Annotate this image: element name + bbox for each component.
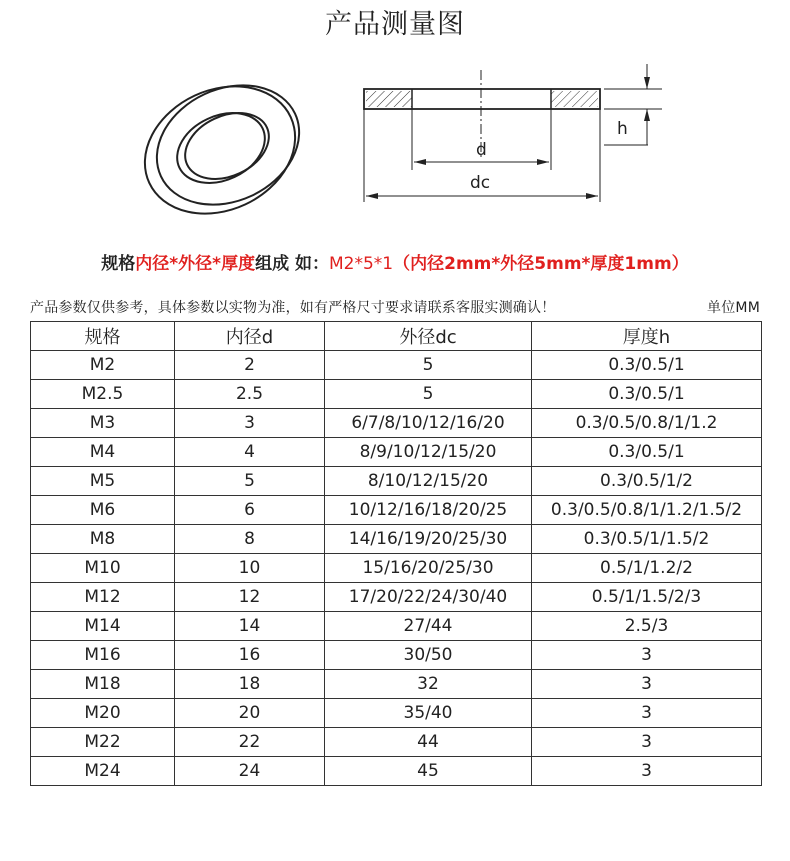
cell-spec: M22 (31, 728, 175, 757)
table-row (31, 612, 762, 641)
cell-inner-diameter: 24 (175, 757, 325, 786)
disclaimer-note (30, 297, 760, 317)
spec-table (30, 321, 762, 786)
cell-spec: M2.5 (31, 380, 175, 409)
spec-label-parts: 内径*外径*厚度 (135, 254, 256, 274)
cell-inner-diameter: 2 (175, 351, 325, 380)
cell-inner-diameter: 6 (175, 496, 325, 525)
table-row (31, 583, 762, 612)
cell-thickness: 0.3/0.5/1 (532, 380, 762, 409)
spec-format-line (0, 249, 790, 274)
cell-inner-diameter: 20 (175, 699, 325, 728)
cell-spec: M4 (31, 438, 175, 467)
cell-spec: M6 (31, 496, 175, 525)
cell-outer-diameter: 10/12/16/18/20/25 (325, 496, 532, 525)
cell-inner-diameter: 3 (175, 409, 325, 438)
header-inner-diameter: 内径d (175, 322, 325, 351)
unit-label: 单位MM (707, 300, 760, 316)
cell-spec: M14 (31, 612, 175, 641)
table-header-row (31, 322, 762, 351)
cell-thickness: 3 (532, 728, 762, 757)
header-thickness: 厚度h (532, 322, 762, 351)
cell-spec: M2 (31, 351, 175, 380)
cell-outer-diameter: 35/40 (325, 699, 532, 728)
cell-outer-diameter: 45 (325, 757, 532, 786)
cell-thickness: 3 (532, 699, 762, 728)
cell-thickness: 0.3/0.5/1 (532, 438, 762, 467)
header-outer-diameter: 外径dc (325, 322, 532, 351)
cell-thickness: 2.5/3 (532, 612, 762, 641)
cell-thickness: 0.3/0.5/1/2 (532, 467, 762, 496)
cell-spec: M3 (31, 409, 175, 438)
cell-outer-diameter: 27/44 (325, 612, 532, 641)
cell-inner-diameter: 18 (175, 670, 325, 699)
table-row (31, 525, 762, 554)
cell-outer-diameter: 17/20/22/24/30/40 (325, 583, 532, 612)
cell-spec: M20 (31, 699, 175, 728)
cell-thickness: 3 (532, 757, 762, 786)
table-row (31, 554, 762, 583)
cell-outer-diameter: 14/16/19/20/25/30 (325, 525, 532, 554)
cell-inner-diameter: 10 (175, 554, 325, 583)
cell-thickness: 0.3/0.5/1 (532, 351, 762, 380)
cell-spec: M10 (31, 554, 175, 583)
table-body (31, 351, 762, 786)
table-row (31, 380, 762, 409)
cell-spec: M8 (31, 525, 175, 554)
cell-outer-diameter: 44 (325, 728, 532, 757)
cell-inner-diameter: 12 (175, 583, 325, 612)
cell-spec: M18 (31, 670, 175, 699)
cell-thickness: 0.3/0.5/0.8/1/1.2 (532, 409, 762, 438)
cell-spec: M12 (31, 583, 175, 612)
page-title: 产品测量图 (325, 9, 465, 40)
cell-thickness: 0.3/0.5/1/1.5/2 (532, 525, 762, 554)
disclaimer-text: 产品参数仅供参考，具体参数以实物为准，如有严格尺寸要求请联系客服实测确认！ (30, 300, 556, 316)
table-row (31, 641, 762, 670)
cell-inner-diameter: 5 (175, 467, 325, 496)
table-row (31, 438, 762, 467)
table-row (31, 699, 762, 728)
cell-inner-diameter: 22 (175, 728, 325, 757)
spec-label-guige: 规格 (101, 254, 136, 274)
cell-outer-diameter: 8/10/12/15/20 (325, 467, 532, 496)
dimension-label-d: d (476, 140, 487, 160)
cell-thickness: 0.3/0.5/0.8/1/1.2/1.5/2 (532, 496, 762, 525)
spec-label-zucheng: 组成 (255, 254, 290, 274)
table-row (31, 467, 762, 496)
spec-label-ru: 如： (295, 254, 329, 274)
dimension-label-dc: dc (470, 173, 491, 193)
cell-inner-diameter: 16 (175, 641, 325, 670)
cell-outer-diameter: 30/50 (325, 641, 532, 670)
cell-outer-diameter: 5 (325, 380, 532, 409)
cell-outer-diameter: 8/9/10/12/15/20 (325, 438, 532, 467)
table-row (31, 496, 762, 525)
cell-spec: M16 (31, 641, 175, 670)
header-spec: 规格 (31, 322, 175, 351)
cell-inner-diameter: 14 (175, 612, 325, 641)
cell-thickness: 3 (532, 670, 762, 699)
cell-spec: M5 (31, 467, 175, 496)
cell-thickness: 0.5/1/1.5/2/3 (532, 583, 762, 612)
spec-example-code: M2*5*1 (329, 254, 394, 274)
cell-inner-diameter: 2.5 (175, 380, 325, 409)
cell-thickness: 0.5/1/1.2/2 (532, 554, 762, 583)
table-row (31, 409, 762, 438)
table-row (31, 670, 762, 699)
washer-measurement-diagram (0, 55, 790, 215)
table-row (31, 728, 762, 757)
cell-outer-diameter: 15/16/20/25/30 (325, 554, 532, 583)
cell-spec: M24 (31, 757, 175, 786)
table-row (31, 757, 762, 786)
table-row (31, 351, 762, 380)
cell-thickness: 3 (532, 641, 762, 670)
cell-outer-diameter: 32 (325, 670, 532, 699)
cell-outer-diameter: 5 (325, 351, 532, 380)
washer-3d-drawing (124, 63, 319, 215)
dimension-label-h: h (617, 119, 628, 139)
cell-outer-diameter: 6/7/8/10/12/16/20 (325, 409, 532, 438)
spec-example-desc: （内径2mm*外径5mm*厚度1mm） (393, 254, 689, 274)
cell-inner-diameter: 4 (175, 438, 325, 467)
cell-inner-diameter: 8 (175, 525, 325, 554)
